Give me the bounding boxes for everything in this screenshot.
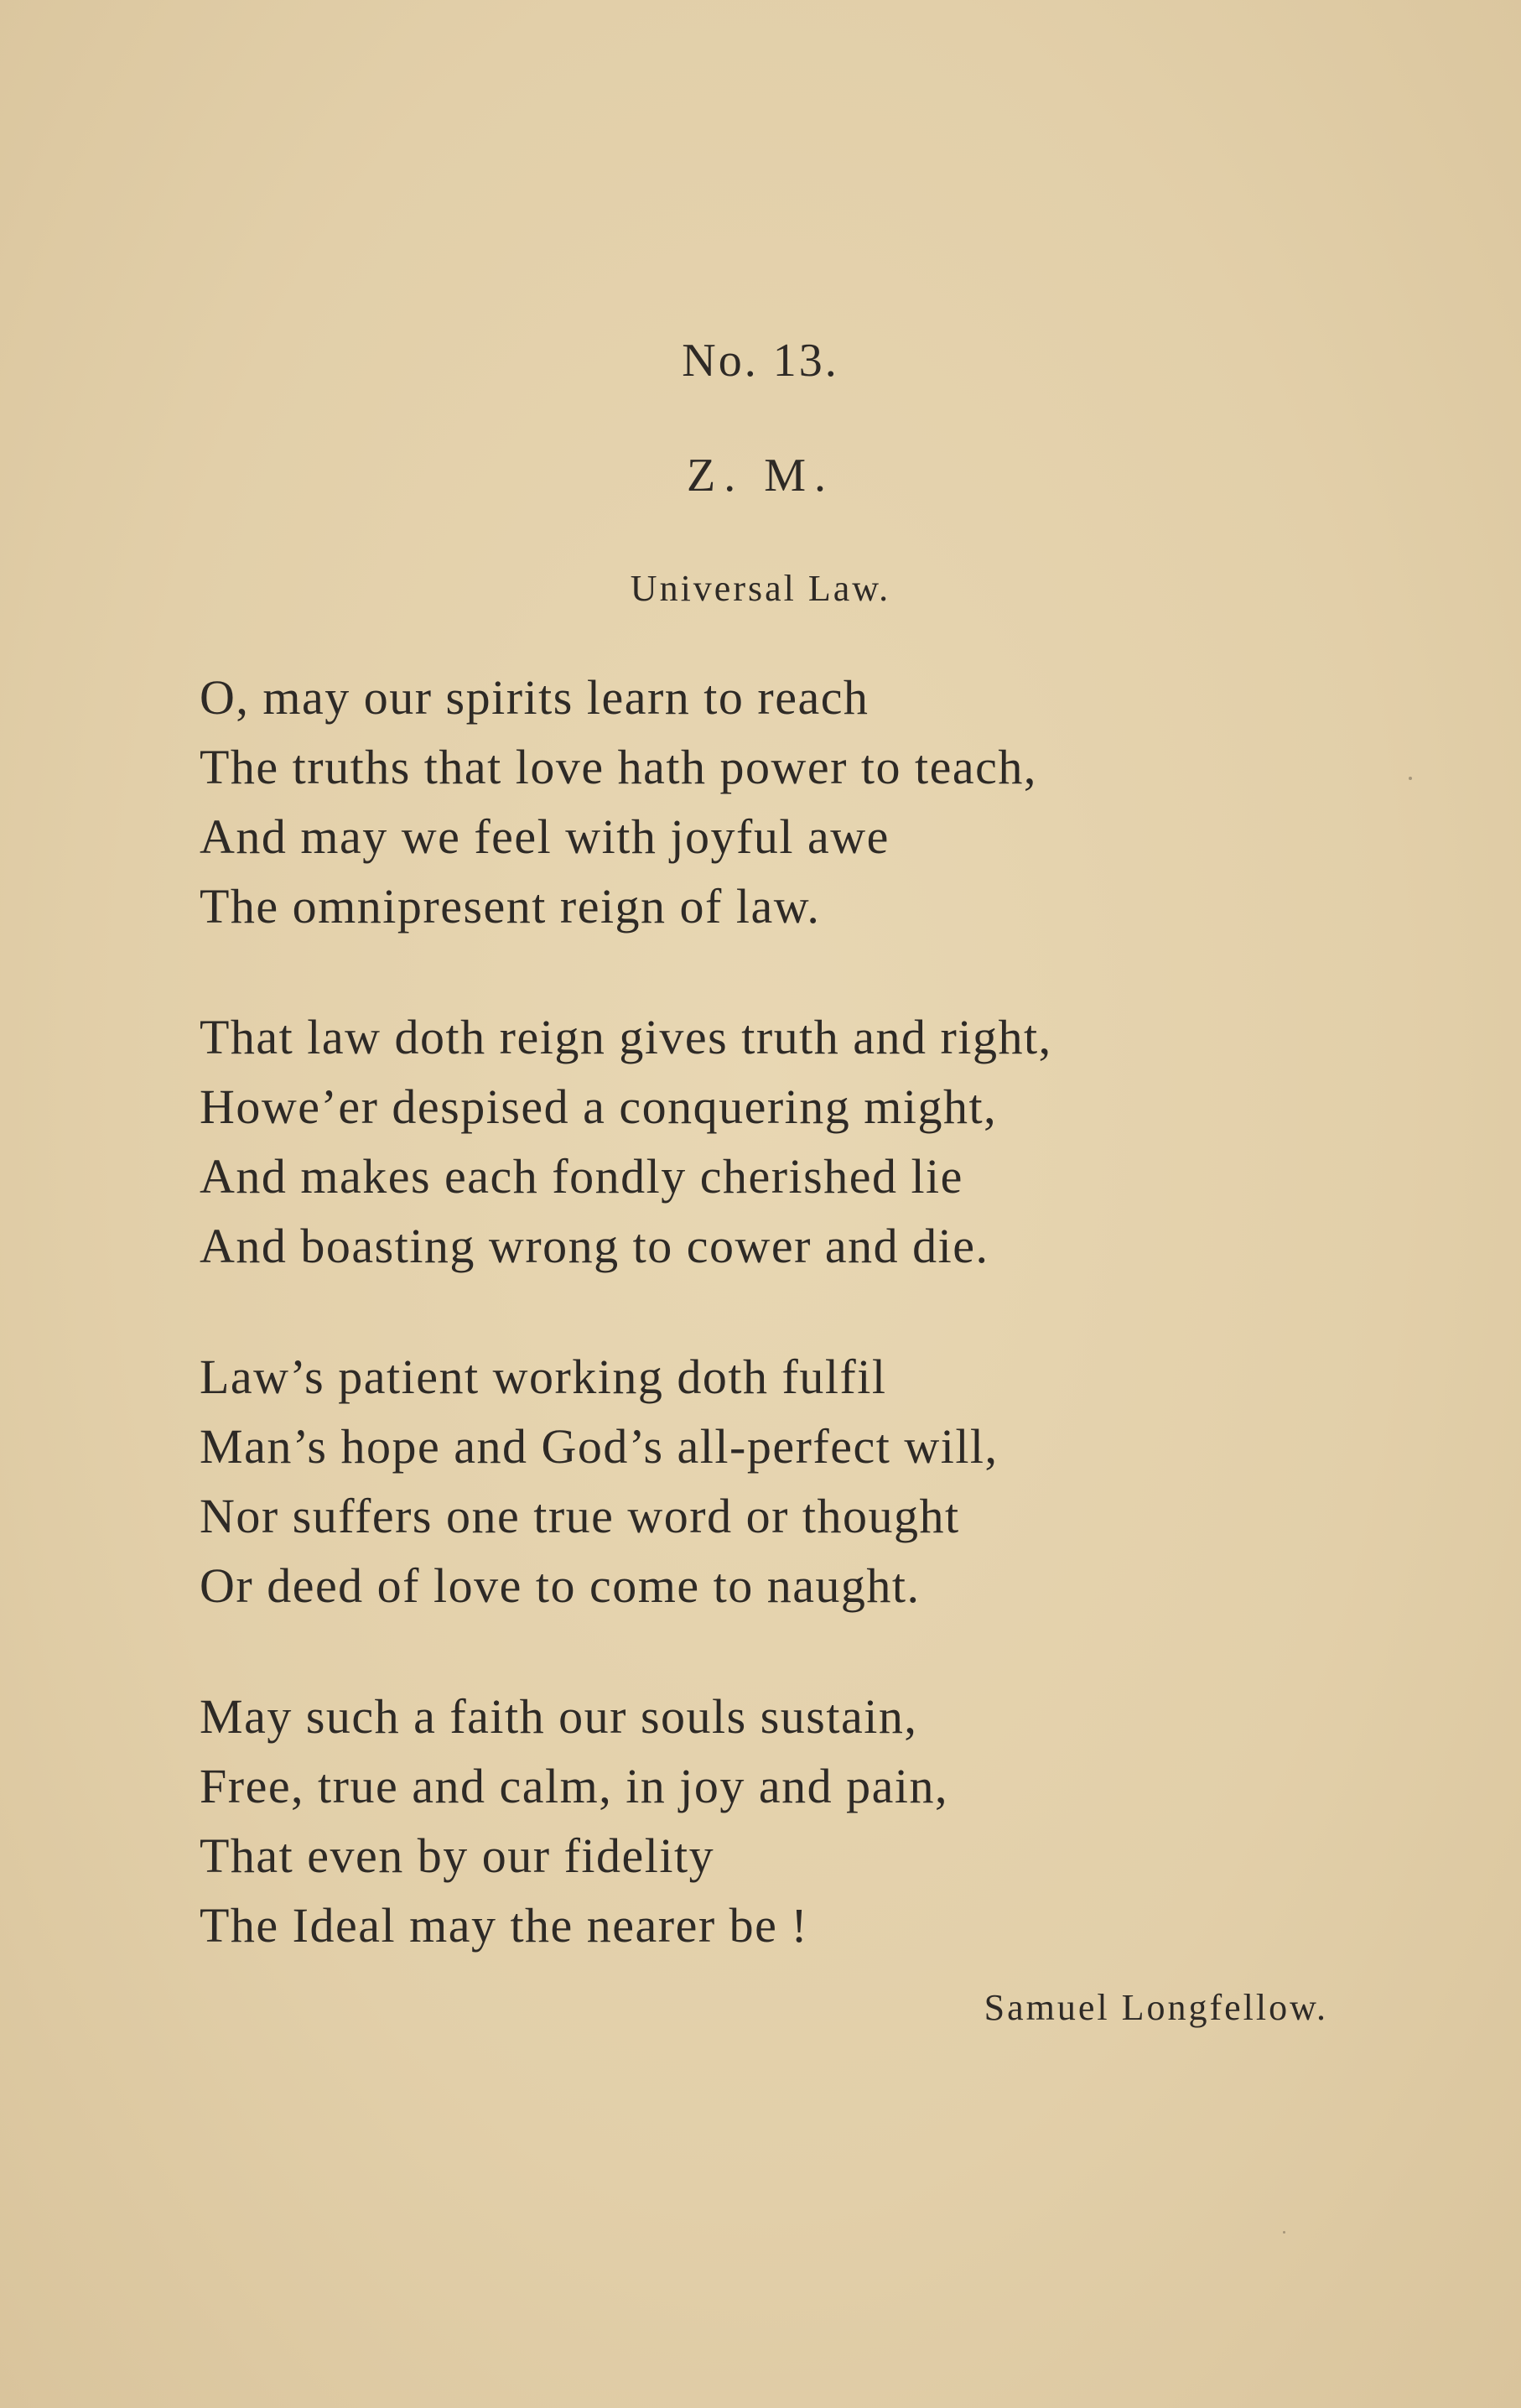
stanza-2: [200, 1002, 1373, 1281]
poem-line: That law doth reign gives truth and right,: [200, 1010, 1052, 1064]
poem-line: Howe’er despised a conquering might,: [200, 1079, 998, 1134]
poem-line: The truths that love hath power to teach,: [200, 740, 1037, 794]
poem-line: And makes each fondly cherished lie: [200, 1149, 963, 1204]
stanza-4: [200, 1682, 1373, 1960]
paper-speck: [1409, 777, 1412, 780]
poem-line: And boasting wrong to cower and die.: [200, 1219, 989, 1273]
poem-line: And may we feel with joyful awe: [200, 809, 890, 864]
poem-line: That even by our fidelity: [200, 1828, 715, 1883]
hymn-number: No. 13.: [682, 335, 839, 387]
poem-line: Or deed of love to come to naught.: [200, 1558, 921, 1613]
stanza-1: [200, 663, 1373, 941]
poem-body: [200, 663, 1373, 2021]
poem-line: O, may our spirits learn to reach: [200, 670, 870, 725]
poem-title: Universal Law.: [630, 568, 891, 609]
hymn-meter: Z. M.: [687, 450, 834, 502]
poem-author: Samuel Longfellow.: [984, 1987, 1328, 2028]
poem-line: Nor suffers one true word or thought: [200, 1489, 960, 1543]
poem-line: The Ideal may the nearer be !: [200, 1898, 809, 1953]
poem-line: Man’s hope and God’s all-perfect will,: [200, 1419, 999, 1474]
poem-line: Law’s patient working doth fulfil: [200, 1350, 887, 1404]
poem-line: May such a faith our souls sustain,: [200, 1689, 918, 1744]
paper-speck: [1283, 2231, 1285, 2234]
poem-line: The omnipresent reign of law.: [200, 879, 821, 934]
stanza-3: [200, 1342, 1373, 1620]
poem-line: Free, true and calm, in joy and pain,: [200, 1759, 949, 1813]
